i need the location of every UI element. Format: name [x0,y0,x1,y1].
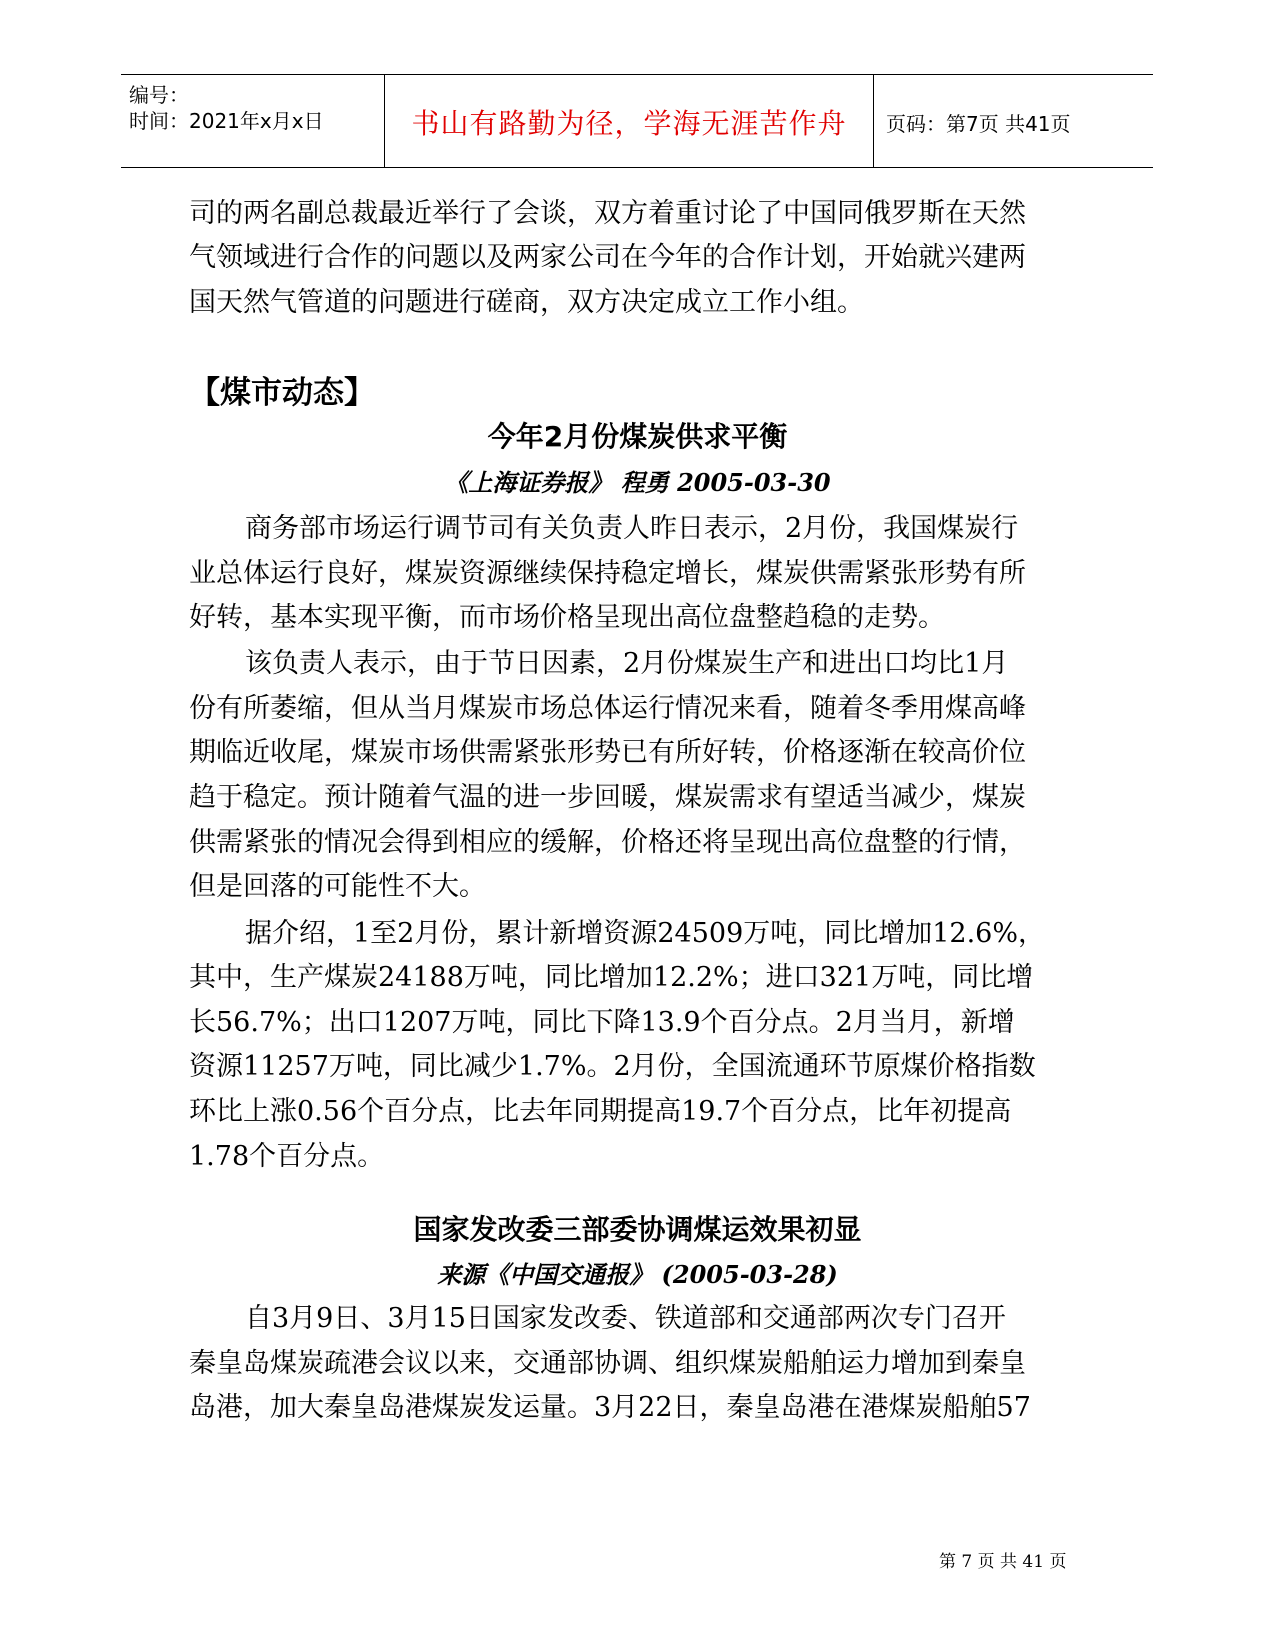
paragraph-line: 气领域进行合作的问题以及两家公司在今年的合作计划，开始就兴建两 [189,242,1026,273]
paragraph-line: 司的两名副总裁最近举行了会谈，双方着重讨论了中国同俄罗斯在天然 [189,198,1026,229]
article-byline: 来源《中国交通报》 (2005-03-28) [437,1260,838,1289]
paragraph-line: 趋于稳定。预计随着气温的进一步回暖，煤炭需求有望适当减少，煤炭 [189,782,1026,813]
motto: 书山有路勤为径，学海无涯苦作舟 [411,107,847,140]
article-title: 今年2月份煤炭供求平衡 [487,420,788,453]
paragraph-line: 1.78个百分点。 [189,1141,385,1172]
time-label: 时间：2021年x月x日 [129,109,324,133]
section-heading: 【煤市动态】 [189,375,375,411]
paragraph-line: 份有所萎缩，但从当月煤炭市场总体运行情况来看，随着冬季用煤高峰 [189,693,1026,724]
paragraph-line: 商务部市场运行调节司有关负责人昨日表示，2月份，我国煤炭行 [245,513,1019,544]
article-byline: 《上海证券报》 程勇 2005-03-30 [444,468,831,497]
header-info-cell [121,75,385,167]
paragraph-line: 业总体运行良好，煤炭资源继续保持稳定增长，煤炭供需紧张形势有所 [189,558,1026,589]
paragraph-line: 期临近收尾，煤炭市场供需紧张形势已有所好转，价格逐渐在较高价位 [189,737,1026,768]
paragraph-line: 资源11257万吨，同比减少1.7%。2月份，全国流通环节原煤价格指数 [189,1051,1036,1082]
header-page-label: 页码：第7页 共41页 [886,112,1071,136]
paragraph-line: 岛港，加大秦皇岛港煤炭发运量。3月22日，秦皇岛港在港煤炭船舶57 [189,1392,1031,1423]
header-page-cell [874,75,1153,167]
paragraph-line: 秦皇岛煤炭疏港会议以来，交通部协调、组织煤炭船舶运力增加到秦皇 [189,1348,1026,1379]
paragraph-line: 环比上涨0.56个百分点，比去年同期提高19.7个百分点，比年初提高 [189,1096,1012,1127]
paragraph-line: 长56.7%；出口1207万吨，同比下降13.9个百分点。2月当月，新增 [189,1007,1015,1038]
paragraph-line: 但是回落的可能性不大。 [189,871,486,902]
paragraph-line: 自3月9日、3月15日国家发改委、铁道部和交通部两次专门召开 [245,1303,1006,1334]
paragraph-line: 据介绍，1至2月份，累计新增资源24509万吨，同比增加12.6%， [245,918,1046,949]
article-title: 国家发改委三部委协调煤运效果初显 [413,1213,862,1246]
page-footer: 第 7 页 共 41 页 [939,1552,1067,1572]
header-motto-cell [385,75,874,167]
number-label: 编号： [129,83,189,107]
page-header [121,74,1153,168]
paragraph-line: 其中，生产煤炭24188万吨，同比增加12.2%；进口321万吨，同比增 [189,962,1034,993]
paragraph-line: 国天然气管道的问题进行磋商，双方决定成立工作小组。 [189,287,864,318]
paragraph-line: 供需紧张的情况会得到相应的缓解，价格还将呈现出高位盘整的行情， [189,827,1026,858]
paragraph-line: 该负责人表示，由于节日因素，2月份煤炭生产和进出口均比1月 [245,648,1009,679]
paragraph-line: 好转，基本实现平衡，而市场价格呈现出高位盘整趋稳的走势。 [189,602,945,633]
